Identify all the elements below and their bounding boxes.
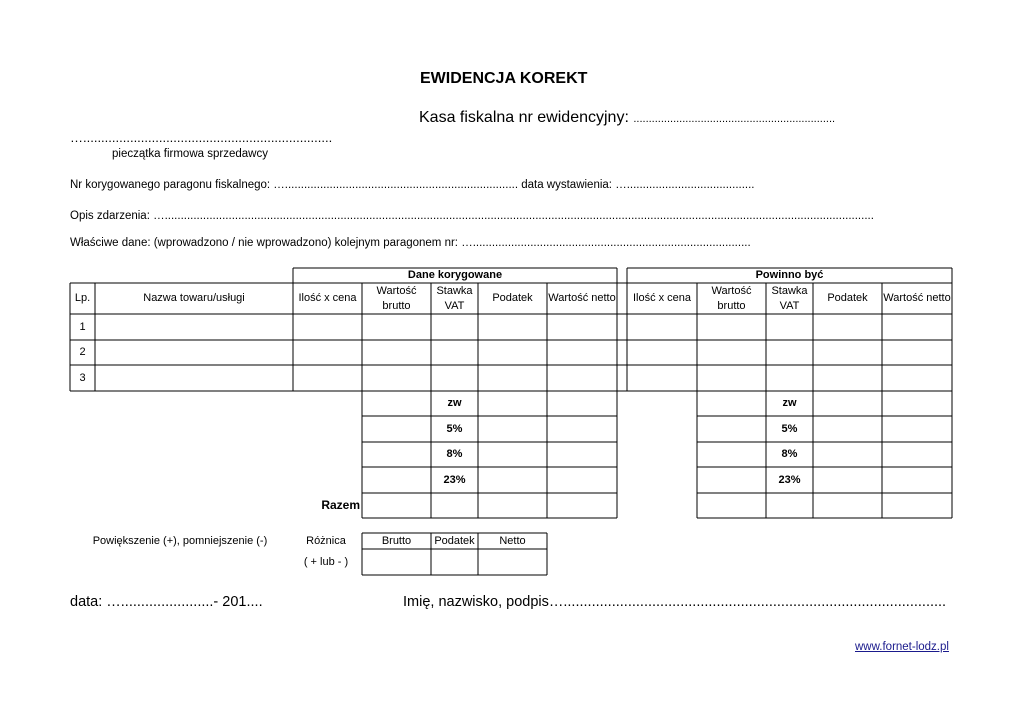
header-gross-right: Wartość brutto [711, 284, 752, 312]
rate-23-left: 23% [443, 473, 466, 486]
header-tax-left: Podatek [492, 292, 533, 304]
row-number-3: 3 [79, 371, 86, 384]
header-lp: Lp. [74, 292, 91, 304]
summary-net-header: Netto [499, 534, 526, 547]
signature-field[interactable]: Imię, nazwisko, podpis…............................................................................................... [403, 594, 947, 610]
correct-data-line[interactable]: Właściwe dane: (wprowadzono / nie wprowadzono) kolejnym paragonem nr: …....................................................................................... [70, 237, 751, 249]
stamp-line: …..................................................................... [70, 130, 333, 145]
summary-label: Powiększenie (+), pomniejszenie (-) [92, 535, 268, 547]
summary-tax-header: Podatek [434, 534, 475, 547]
rate-5-left: 5% [446, 422, 463, 435]
total-label: Razem [321, 498, 360, 512]
stamp-label: pieczątka firmowa sprzedawcy [112, 148, 268, 160]
event-description-line[interactable]: Opis zdarzenia: ….............................................................................................................................................................................................................................. [70, 210, 874, 222]
receipt-number-line[interactable]: Nr korygowanego paragonu fiskalnego: …......................................................................... data wystawienia: …........................................ [70, 179, 755, 191]
header-item-name: Nazwa towaru/usługi [143, 292, 245, 304]
date-field[interactable]: data: ….......................- 201.... [70, 594, 263, 610]
register-number-label: Kasa fiskalna nr ewidencyjny: [419, 109, 629, 126]
header-gross-left: Wartość brutto [376, 284, 417, 312]
header-qty-price-right: Ilość x cena [632, 292, 692, 304]
difference-label: Różnica [306, 535, 346, 547]
rate-zw-right: zw [782, 397, 797, 409]
row-number-2: 2 [79, 346, 86, 358]
header-net-right: Wartość netto [883, 292, 951, 304]
header-tax-right: Podatek [827, 292, 868, 304]
document-title: EWIDENCJA KOREKT [420, 70, 588, 87]
register-number-dots: .................................................................. [633, 113, 836, 125]
rate-8-left: 8% [446, 448, 463, 460]
website-link[interactable]: www.fornet-lodz.pl [855, 641, 949, 653]
header-qty-price-left: Ilość x cena [298, 292, 357, 304]
rate-8-right: 8% [781, 448, 798, 460]
summary-gross-header: Brutto [381, 534, 412, 547]
rate-zw-left: zw [447, 397, 462, 409]
group-header-corrected: Dane korygowane [407, 269, 503, 281]
header-vat-rate-right: Stawka VAT [771, 284, 808, 312]
rate-5-right: 5% [781, 422, 798, 435]
header-vat-rate-left: Stawka VAT [436, 284, 473, 312]
rate-23-right: 23% [778, 473, 801, 486]
sign-hint: ( + lub - ) [303, 556, 349, 568]
group-header-should-be: Powinno być [755, 269, 824, 281]
row-number-1: 1 [79, 320, 86, 333]
header-net-left: Wartość netto [548, 292, 616, 304]
register-number-field[interactable] [419, 109, 835, 127]
